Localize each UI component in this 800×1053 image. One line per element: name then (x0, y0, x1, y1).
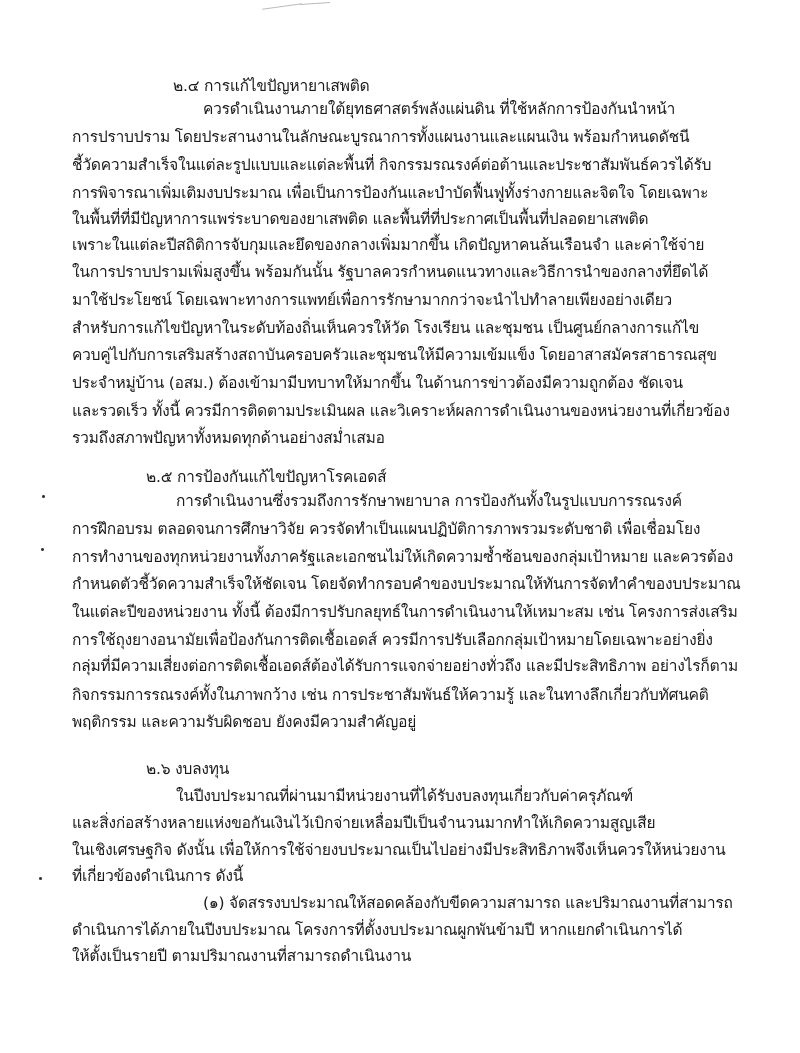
paragraph-line: ในพื้นที่ที่มีปัญหาการแพร่ระบาดของยาเสพติด และพื้นที่ที่ประกาศเป็นพื้นที่ปลอดยาเสพติด (72, 210, 649, 228)
paragraph-line: ให้ตั้งเป็นรายปี ตามปริมาณงานที่สามารถดำเนินงาน (72, 947, 412, 965)
paragraph-line: การฝึกอบรม ตลอดจนการศึกษาวิจัย ควรจัดทำเป็นแผนปฏิบัติการภาพรวมระดับชาติ เพื่อเชื่อมโยง (72, 520, 701, 538)
section-heading-2-6: ๒.๖ งบลงทุน (146, 760, 230, 778)
scan-mark (300, 2, 330, 5)
paragraph-line: และรวดเร็ว ทั้งนี้ ควรมีการติดตามประเมินผล และวิเคราะห์ผลการดำเนินงานของหน่วยงานที่เกี่ยวข้อง (72, 402, 730, 420)
paragraph-line: การปราบปราม โดยประสานงานในลักษณะบูรณาการทั้งแผนงานและแผนเงิน พร้อมกำหนดดัชนี (72, 128, 690, 146)
paragraph-line: ดำเนินการได้ภายในปีงบประมาณ โครงการที่ตั้งงบประมาณผูกพันข้ามปี หากแยกดำเนินการได้ (72, 921, 683, 939)
paragraph-line: ในปีงบประมาณที่ผ่านมามีหน่วยงานที่ได้รับงบลงทุนเกี่ยวกับค่าครุภัณฑ์ (176, 787, 634, 805)
paragraph-line: รวมถึงสภาพปัญหาทั้งหมดทุกด้านอย่างสม่ำเสมอ (72, 429, 385, 447)
paragraph-line: ประจำหมู่บ้าน (อสม.) ต้องเข้ามามีบทบาทให้มากขึ้น ในด้านการข่าวต้องมีความถูกต้อง ชัดเจน (72, 374, 683, 392)
paragraph-line: การพิจารณาเพิ่มเติมงบประมาณ เพื่อเป็นการป้องกันและบำบัดฟื้นฟูทั้งร่างกายและจิตใจ โดยเฉพาะ (72, 184, 709, 202)
scan-speck (42, 495, 45, 498)
paragraph-line: ควรดำเนินงานภายใต้ยุทธศาสตร์พลังแผ่นดิน ที่ใช้หลักการป้องกันนำหน้า (203, 100, 676, 118)
paragraph-line: กำหนดตัวชี้วัดความสำเร็จให้ชัดเจน โดยจัดทำกรอบคำของบประมาณให้ทันการจัดทำคำของบประมาณ (72, 575, 741, 593)
paragraph-line: สำหรับการแก้ไขปัญหาในระดับท้องถิ่นเห็นควรให้วัด โรงเรียน และชุมชน เป็นศูนย์กลางการแก้ไข (72, 319, 700, 337)
scan-speck (41, 548, 44, 551)
scan-speck (39, 877, 42, 880)
paragraph-line: การดำเนินงานซึ่งรวมถึงการรักษาพยาบาล การป้องกันทั้งในรูปแบบการรณรงค์ (176, 492, 682, 510)
paragraph-line: การทำงานของทุกหน่วยงานทั้งภาครัฐและเอกชนไม่ให้เกิดความซ้ำซ้อนของกลุ่มเป้าหมาย และควรต้อง (72, 548, 734, 566)
paragraph-line: พฤติกรรม และความรับผิดชอบ ยังคงมีความสำคัญอยู่ (72, 713, 417, 731)
scan-mark (262, 3, 302, 10)
paragraph-line: การใช้ถุงยางอนามัยเพื่อป้องกันการติดเชื้อเอดส์ ควรมีการปรับเลือกกลุ่มเป้าหมายโดยเฉพาะอย่างยิ่ง (72, 631, 713, 649)
section-heading-2-5: ๒.๕ การป้องกันแก้ไขปัญหาโรคเอดส์ (146, 468, 387, 486)
paragraph-line: เพราะในแต่ละปีสถิติการจับกุมและยึดของกลางเพิ่มมากขึ้น เกิดปัญหาคนล้นเรือนจำ และค่าใช้จ่าย (72, 236, 705, 254)
section-heading-2-4: ๒.๔ การแก้ไขปัญหายาเสพติด (173, 77, 370, 95)
paragraph-line: ชี้วัดความสำเร็จในแต่ละรูปแบบและแต่ละพื้นที่ กิจกรรมรณรงค์ต่อต้านและประชาสัมพันธ์ควรได้รับ (72, 156, 712, 174)
paragraph-line: และสิ่งก่อสร้างหลายแห่งขอกันเงินไว้เบิกจ่ายเหลื่อมปีเป็นจำนวนมากทำให้เกิดความสูญเสีย (72, 814, 656, 832)
paragraph-line: กลุ่มที่มีความเสี่ยงต่อการติดเชื้อเอดส์ต้องได้รับการแจกจ่ายอย่างทั่วถึง และมีประสิทธิภาพ อย่างไรก็ตาม (72, 657, 738, 675)
numbered-item: (๑) จัดสรรงบประมาณให้สอดคล้องกับขีดความสามารถ และปริมาณงานที่สามารถ (203, 894, 733, 912)
paragraph-line: ในการปราบปรามเพิ่มสูงขึ้น พร้อมกันนั้น รัฐบาลควรกำหนดแนวทางและวิธีการนำของกลางที่ยึดได้ (72, 263, 709, 281)
paragraph-line: กิจกรรมการรณรงค์ทั้งในภาพกว้าง เช่น การประชาสัมพันธ์ให้ความรู้ และในทางลึกเกี่ยวกับทัศนคติ (72, 686, 709, 704)
paragraph-line: ควบคู่ไปกับการเสริมสร้างสถาบันครอบครัวและชุมชนให้มีความเข้มแข็ง โดยอาสาสมัครสาธารณสุข (72, 346, 717, 364)
paragraph-line: ในเชิงเศรษฐกิจ ดังนั้น เพื่อให้การใช้จ่ายงบประมาณเป็นไปอย่างมีประสิทธิภาพจึงเห็นควรให้หน่วยงาน (72, 841, 726, 859)
paragraph-line: ที่เกี่ยวข้องดำเนินการ ดังนี้ (72, 867, 244, 885)
paragraph-line: ในแต่ละปีของหน่วยงาน ทั้งนี้ ต้องมีการปรับกลยุทธ์ในการดำเนินงานให้เหมาะสม เช่น โครงการส่งเสริม (72, 603, 738, 621)
paragraph-line: มาใช้ประโยชน์ โดยเฉพาะทางการแพทย์เพื่อการรักษามากกว่าจะนำไปทำลายเพียงอย่างเดียว (72, 291, 673, 309)
